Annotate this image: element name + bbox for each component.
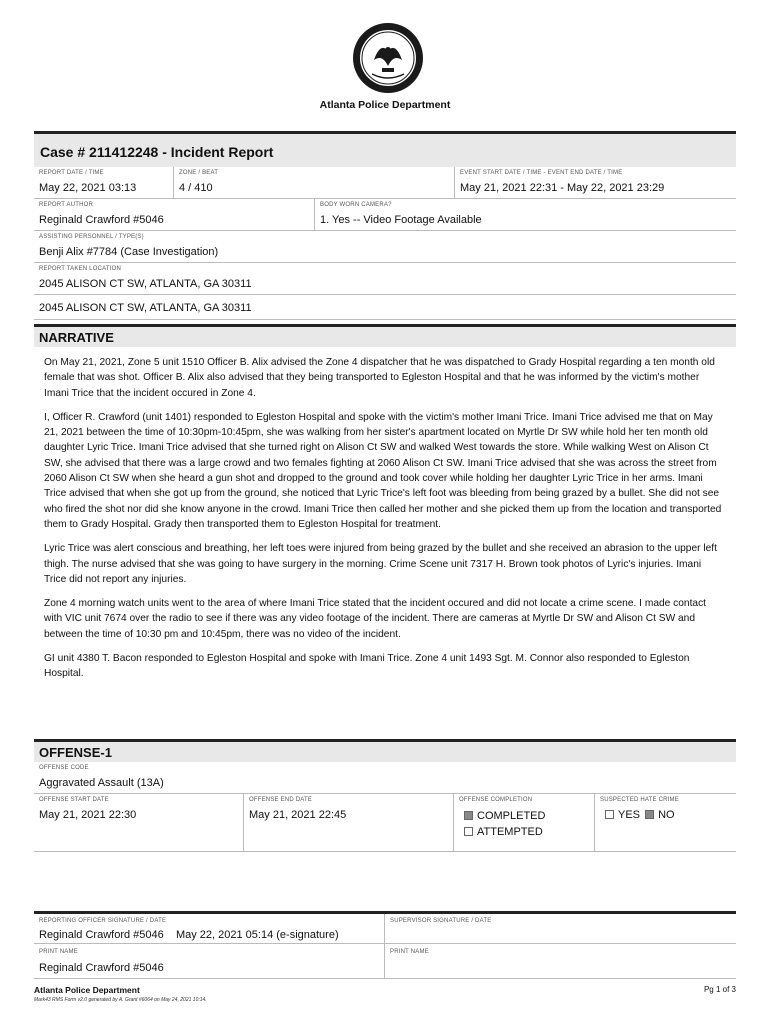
incident-report xyxy=(34,131,736,691)
officer-signature-value: Reginald Crawford #5046 May 22, 2021 05:14 (e-signature) xyxy=(39,929,339,941)
narrative-paragraph: Zone 4 morning watch units went to the area of where Imani Trice stated that the incident occured and did not locate a crime scene. I made contact with VIC unit 7674 over the radio to see if there was any video footage of the incident. There are cameras at Myrtle Dr SW and Alison Ct SW and between the time of 10:30 pm and 10:45pm, there was no video of the incident. xyxy=(44,598,706,640)
department-title: Atlanta Police Department xyxy=(319,99,451,111)
narrative-paragraph: Lyric Trice was alert conscious and breathing, her left toes were injured from being grazed by the bullet and she received an abrasion to the upper left thigh. The nurse advised that she was going to have surgery in the morning. Crime Scene unit 7317 H. Brown took photos of Lyric's injuries. Imani Trice did not report any injuries. xyxy=(44,543,717,585)
offense-completion-label: OFFENSE COMPLETION xyxy=(459,797,533,803)
offense-completion-cell xyxy=(454,794,595,851)
signature-block xyxy=(34,911,736,979)
supervisor-signature-cell xyxy=(385,914,736,943)
case-title: Case # 211412248 - Incident Report xyxy=(34,131,736,167)
page-number: Pg 1 of 3 xyxy=(703,985,736,994)
location-row xyxy=(34,263,736,295)
no-checkbox[interactable] xyxy=(645,810,654,819)
supervisor-signature-label: SUPERVISOR SIGNATURE / DATE xyxy=(390,918,492,924)
zone-value: 4 / 410 xyxy=(179,182,213,194)
camera-value: 1. Yes -- Video Footage Available xyxy=(320,214,482,226)
offense-code-label: OFFENSE CODE xyxy=(39,765,89,771)
print-name-value: Reginald Crawford #5046 xyxy=(39,962,164,974)
hate-crime-cell xyxy=(595,794,736,851)
offense-detail-row xyxy=(34,794,736,852)
yes-checkbox[interactable] xyxy=(605,810,614,819)
event-value: May 21, 2021 22:31 - May 22, 2021 23:29 xyxy=(460,182,665,194)
offense-section xyxy=(34,739,736,852)
assisting-value: Benji Alix #7784 (Case Investigation) xyxy=(39,246,219,258)
print-name-row xyxy=(34,944,736,979)
footer-generated-note: Mark43 RMS Form v2.0 generated by A. Grant #6064 on May 24, 2021 10:14. xyxy=(34,997,207,1003)
attempted-option[interactable] xyxy=(464,826,594,842)
report-date-value: May 22, 2021 03:13 xyxy=(39,182,137,194)
narrative-paragraph: GI unit 4380 T. Bacon responded to Egleston Hospital and spoke with Imani Trice. Zone 4 unit 1493 Sgt. M. Connor also responded to Egleston Hospital. xyxy=(44,653,690,680)
print-name-label: PRINT NAME xyxy=(39,949,78,955)
narrative-paragraph: I, Officer R. Crawford (unit 1401) responded to Egleston Hospital and spoke with the victim's mother Imani Trice. Imani Trice advised me that on May 21, 2021 between the time of 10:30pm-10:45pm, she was walking from her sister's apartment located on Myrtle Dr SW while hold her ten month old daughter Lyric Trice. Imani Trice advised that she turned right on Alison Ct SW and walked West towards the store. While walking West on Alison Ct SW, she advised that there was a large crowd and two females fighting at 2060 Alison Ct SW. Imani Trice advised that she was across the street from 2060 Alison Ct SW when she heard a gun shot and dropped to the ground and took cover while holding her daughter Lyric Trice in her arms. Imani Trice advised that when she got up from the ground, she noticed that Lyric Trice's left foot was bleeding from being grazed by a bullet. She did not see who fired the shot nor did she know anyone in the crowd. Imani Trice then called her mother and she picked them up from the location and transported them to Grady Hospital. Grady then transported them to Egleston Hospital for treatment. xyxy=(44,411,722,530)
report-info-row xyxy=(34,167,736,199)
offense-code-row xyxy=(34,762,736,794)
completed-label: COMPLETED xyxy=(477,810,546,822)
address-row xyxy=(34,295,736,320)
signature-row xyxy=(34,914,736,944)
assisting-row xyxy=(34,231,736,263)
camera-label: BODY WORN CAMERA? xyxy=(320,202,392,208)
attempted-checkbox[interactable] xyxy=(464,827,473,836)
location-value: 2045 ALISON CT SW, ATLANTA, GA 30311 xyxy=(39,278,252,290)
author-value: Reginald Crawford #5046 xyxy=(39,214,164,226)
event-cell xyxy=(455,167,736,198)
offense-start-value: May 21, 2021 22:30 xyxy=(39,809,137,821)
footer-department: Atlanta Police Department xyxy=(34,985,140,995)
officer-signature-label: REPORTING OFFICER SIGNATURE / DATE xyxy=(39,918,167,924)
report-date-cell xyxy=(34,167,174,198)
author-cell xyxy=(34,199,315,230)
report-date-label: REPORT DATE / TIME xyxy=(39,170,104,176)
offense-start-label: OFFENSE START DATE xyxy=(39,797,109,803)
supervisor-print-label: PRINT NAME xyxy=(390,949,429,955)
author-row xyxy=(34,199,736,231)
hate-crime-label: SUSPECTED HATE CRIME xyxy=(600,797,679,803)
print-name-cell xyxy=(34,944,385,978)
offense-end-label: OFFENSE END DATE xyxy=(249,797,313,803)
completed-checkbox[interactable] xyxy=(464,811,473,820)
event-label: EVENT START DATE / TIME - EVENT END DATE / TIME xyxy=(460,170,623,176)
location-cell xyxy=(34,263,736,294)
city-seal-logo xyxy=(352,22,424,94)
address-value: 2045 ALISON CT SW, ATLANTA, GA 30311 xyxy=(39,302,252,314)
offense-end-value: May 21, 2021 22:45 xyxy=(249,809,347,821)
author-label: REPORT AUTHOR xyxy=(39,202,94,208)
offense-code-cell xyxy=(34,762,736,793)
narrative-paragraph: On May 21, 2021, Zone 5 unit 1510 Officer B. Alix advised the Zone 4 dispatcher that he was dispatched to Grady Hospital regarding a ten month old female that was shot. Officer B. Alix also advised that they being transported to Egleston Hospital and that he was informed by the victim's mother Imani Trice that the incident occured in Zone 4. xyxy=(44,357,715,399)
assisting-label: ASSISTING PERSONNEL / TYPE(S) xyxy=(39,234,144,240)
supervisor-print-cell xyxy=(385,944,736,978)
zone-cell xyxy=(174,167,455,198)
attempted-label: ATTEMPTED xyxy=(477,826,543,838)
offense-heading: OFFENSE-1 xyxy=(34,739,736,762)
narrative-heading: NARRATIVE xyxy=(34,324,736,347)
offense-code-value: Aggravated Assault (13A) xyxy=(39,777,164,789)
zone-label: ZONE / BEAT xyxy=(179,170,219,176)
camera-cell xyxy=(315,199,736,230)
completed-option[interactable] xyxy=(464,810,594,826)
narrative-body xyxy=(34,347,736,682)
officer-signature-cell xyxy=(34,914,385,943)
offense-end-cell xyxy=(244,794,454,851)
yes-label: YES xyxy=(618,809,641,821)
offense-start-cell xyxy=(34,794,244,851)
no-label: NO xyxy=(658,809,675,821)
assisting-cell xyxy=(34,231,736,262)
location-label: REPORT TAKEN LOCATION xyxy=(39,266,121,272)
